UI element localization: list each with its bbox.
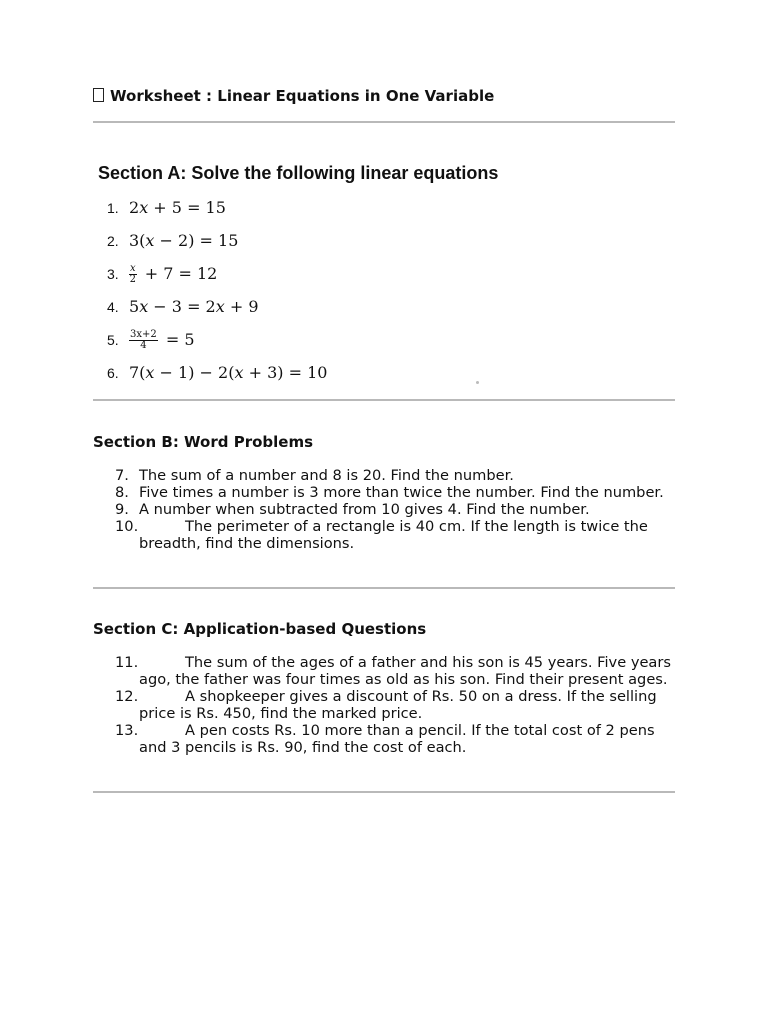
equation: 2x + 5 = 15 xyxy=(129,198,226,217)
equation: 3(x − 2) = 15 xyxy=(129,231,239,250)
missing-glyph-icon xyxy=(93,88,104,102)
divider xyxy=(93,791,675,793)
section-a-title: Section A: Solve the following linear equations xyxy=(98,163,499,183)
equation-row xyxy=(107,198,226,222)
equation-number: 6. xyxy=(107,365,119,381)
list-item: 7. The sum of a number and 8 is 20. Find the number. xyxy=(115,467,514,484)
equation-row xyxy=(107,297,259,321)
list-item: 8. Five times a number is 3 more than twice the number. Find the number. xyxy=(115,484,664,501)
equation-row xyxy=(107,231,238,255)
divider xyxy=(93,399,675,401)
equation-number: 1. xyxy=(107,200,119,216)
decorative-dot xyxy=(476,381,479,384)
page-title-text: Worksheet : Linear Equations in One Variable xyxy=(110,87,495,105)
equation-row xyxy=(107,363,327,387)
equation: 5x − 3 = 2x + 9 xyxy=(129,297,259,316)
fraction: $\frac{x}{2}$ xyxy=(129,263,136,285)
equation-number: 3. xyxy=(107,266,119,282)
section-b-list xyxy=(115,467,675,552)
list-item: 10. The perimeter of a rectangle is 40 cm. If the length is twice the breadth, find the dimensions. xyxy=(115,518,648,552)
list-item: 11. The sum of the ages of a father and his son is 45 years. Five years ago, the father was four times as old as his son. Find their present ages. xyxy=(115,654,671,688)
page-title xyxy=(93,87,494,105)
section-b-title: Section B: Word Problems xyxy=(93,433,314,451)
list-item: 13. A pen costs Rs. 10 more than a pencil. If the total cost of 2 pens and 3 pencils is Rs. 90, find the cost of each. xyxy=(115,722,655,756)
divider xyxy=(93,587,675,589)
equation-row xyxy=(107,264,217,288)
equation: $\frac{3x+2}{4}$ = 5 xyxy=(130,329,195,351)
fraction: $\frac{3x+2}{4}$ xyxy=(130,329,157,351)
section-c-list xyxy=(115,654,675,756)
list-item: 12. A shopkeeper gives a discount of Rs. 50 on a dress. If the selling price is Rs. 450, find the marked price. xyxy=(115,688,657,722)
section-c-title: Section C: Application-based Questions xyxy=(93,620,427,638)
equation-number: 2. xyxy=(107,233,119,249)
list-item: 9. A number when subtracted from 10 gives 4. Find the number. xyxy=(115,501,590,518)
equation-row xyxy=(107,330,195,354)
equation: $\frac{x}{2}$ + 7 = 12 xyxy=(129,263,218,285)
equation-number: 5. xyxy=(107,332,119,348)
equation-number: 4. xyxy=(107,299,119,315)
divider xyxy=(93,121,675,123)
equation: 7(x − 1) − 2(x + 3) = 10 xyxy=(129,363,328,382)
